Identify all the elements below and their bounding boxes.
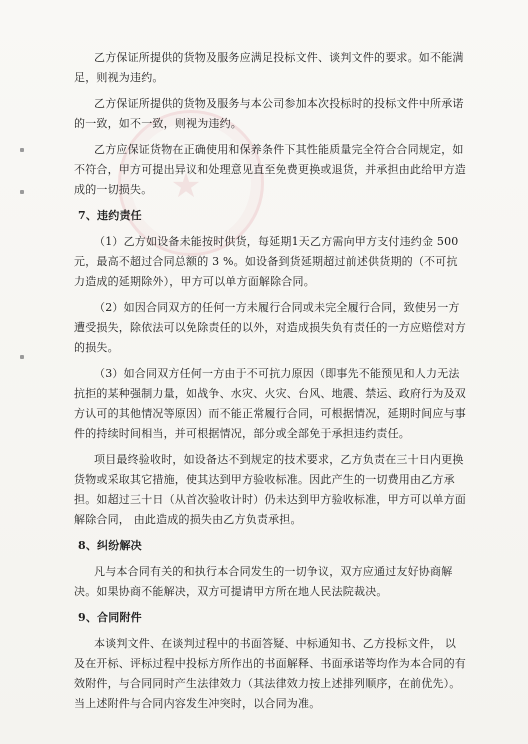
paragraph: （1）乙方如设备未能按时供货，每延期1天乙方需向甲方支付违约金 500 元，最高不超过合同总额的 3 %。如设备到货延期超过前述供货期的（不可抗力造成的延期除外），甲方可以单方面解除合同。 [74,235,459,288]
section-heading: 9、合同附件 [78,611,142,624]
paragraph: 乙方保证所提供的货物及服务应满足投标文件、谈判文件的要求。如不能满足，则视为违约。 [74,51,464,84]
paragraph: 项目最终验收时，如设备达不到规定的技术要求，乙方负责在三十日内更换货物或采取其它措施，使其达到甲方验收标准。因此产生的一切费用由乙方承担。如超过三十日（从首次验收计时）仍未达到甲方验收标准，甲方可以单方面解除合同， 由此造成的损失由乙方负责承担。 [74,453,466,526]
paragraph: 凡与本合同有关的和执行本合同发生的一切争议，双方应通过友好协商解决。如果协商不能解决，双方可提请甲方所在地人民法院裁决。 [74,565,453,598]
paragraph: （2）如因合同双方的任何一方未履行合同或未完全履行合同，致使另一方遭受损失，除依法可以免除责任的以外，对造成损失负有责任的一方应赔偿对方的损失。 [74,301,466,354]
margin-mark [20,148,24,152]
margin-mark [20,355,24,359]
document-body [74,48,466,714]
section-heading: 7、违约责任 [78,209,142,222]
margin-mark [20,190,24,194]
section-heading: 8、纠纷解决 [78,539,142,552]
paragraph: 乙方保证所提供的货物及服务与本公司参加本次投标时的投标文件中所承诺的一致，如不一致，则视为违约。 [74,97,464,130]
paragraph: （3）如合同双方任何一方由于不可抗力原因（即事先不能预见和人力无法抗拒的某种强制力量，如战争、水灾、火灾、台风、地震、禁运、政府行为及双方认可的其他情况等原因）而不能正常履行合同，可根据情况，延期时间应与事件的持续时间相当，并可根据情况，部分或全部免于承担违约责任。 [74,367,466,440]
paragraph: 乙方应保证货物在正确使用和保养条件下其性能质量完全符合合同规定，如不符合，甲方可提出异议和处理意见直至免费更换或退货，并承担由此给甲方造成的一切损失。 [74,143,466,196]
paragraph: 本谈判文件、在谈判过程中的书面答疑、中标通知书、乙方投标文件， 以及在开标、评标过程中投标方所作出的书面解释、书面承诺等均作为本合同的有效附件，与合同同时产生法律效力（其法律效力按上述排列顺序，在前优先）。当上述附件与合同内容发生冲突时，以合同为准。 [74,637,466,710]
seal-star-icon: ★ [170,166,202,206]
